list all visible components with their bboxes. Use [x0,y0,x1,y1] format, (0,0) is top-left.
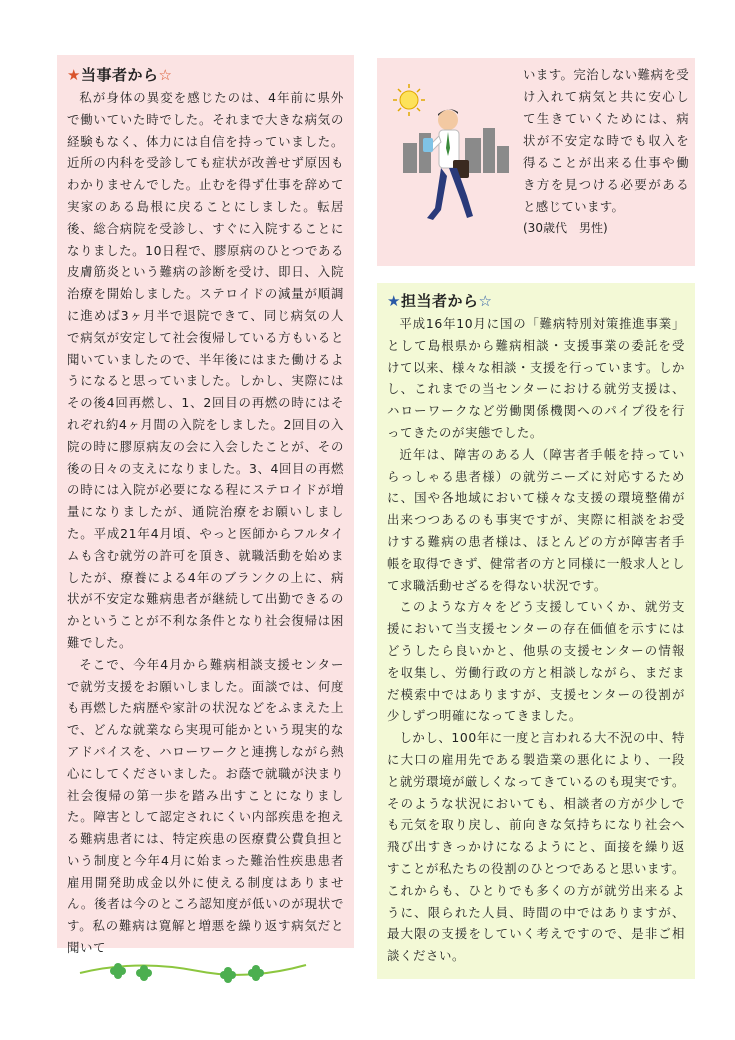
right-bottom-panel [377,283,695,979]
star-filled-icon: ★ [67,66,81,84]
right-top-text [523,64,689,238]
left-column-panel [57,55,354,956]
left-paragraph-1: 私が身体の異変を感じたのは、4年前に県外で働いていた時でした。それまで大きな病気の経験もなく、体力には自信を持っていました。近所の内科を受診しても症状が改善せず原因もわかりませんでした。止むを得ず仕事を辞めて実家のある島根に戻ることにしました。転居後、総合病院を受診し、すぐに入院することになりました。10日程で、膠原病のひとつである皮膚筋炎という難病の診断を受け、即日、入院治療を開始しました。ステロイドの減量が順調に進めば3ヶ月半で退院できて、同じ病気の人で病気が安定して社会復帰している方もいると聞いていましたので、半年後にはまた働けるようになると思っていました。しかし、実際にはその後4回再燃し、1、2回目の再燃の時にはそれぞれ約4ヶ月間の入院をしました。2回目の入院の時に膠原病友の会に入会したことが、その後の日々の支えになりました。3、4回目の再燃の時には入院が必要になる程にステロイドが増量になりましたが、通院治療をお願いしました。平成21年4月頃、やっと医師からフルタイムも含む就労の許可を頂き、就職活動を始めましたが、療養による4年のブランクの上に、病状が不安定な難病患者が継続して出勤できるのかということが不利な条件となり社会復帰は困難でした。 [67,90,344,650]
left-heading-title: 当事者から [80,66,159,84]
right-paragraph-2: 近年は、障害のある人（障害者手帳を持っていらっしゃる患者様）の就労ニーズに対応するために、国や各地域において様々な支援の環境整備が出来つつあるのも事実ですが、実際に相談をお受けする難病の患者様は、ほとんどの方が障害者手帳を取得できず、健常者の方と同様に一般求人として求職活動せざるを得ない状況です。 [387,446,685,593]
right-heading [387,289,685,313]
right-top-paragraph: います。完治しない難病を受け入れて病気と共に安心して生きていくためには、病状が不安定な時でも収入を得ることが出来る仕事や働き方を見つける必要があると感じています。 [523,67,689,214]
right-paragraph-1: 平成16年10月に国の「難病特別対策推進事業」として島根県から難病相談・支援事業の委託を受けて以来、様々な相談・支援を行っています。しかし、これまでの当センターにおける就労支援は、ハローワークなど労働関係機関へのパイプ役を行ってきたのが実態でした。 [387,316,685,440]
star-outline-icon: ☆ [158,66,173,84]
right-top-panel [377,58,695,266]
right-heading-title: 担当者から [400,292,479,310]
clover-vine-decoration [78,955,308,985]
author-credit: (30歳代 男性) [523,221,608,235]
right-paragraph-4: しかし、100年に一度と言われる大不況の中、特に大口の雇用先である製造業の悪化により、一段と就労環境が厳しくなってきているのも現実です。そのような状況においても、相談者の方が少しでも元気を取り戻し、前向きな気持ちになり社会へ飛び出すきっかけになるようにと、面接を繰り返すことが私たちの役割のひとつであると思います。これからも、ひとりでも多くの方が就労出来るように、限られた人員、時間の中ではありますが、最大限の支援をしていく考えですので、是非ご相談ください。 [387,730,685,964]
businessman-illustration [383,68,513,248]
star-filled-icon: ★ [387,292,401,310]
star-outline-icon: ☆ [478,292,493,310]
left-heading [67,63,344,87]
right-paragraph-3: このような方々をどう支援していくか、就労支援において当支援センターの存在価値を示すにはどうしたら良いかと、他県の支援センターの情報を収集し、労働行政の方と相談しながら、まだまだ模索中ではありますが、支援センターの役割が少しずつ明確になってきました。 [387,599,685,724]
left-paragraph-2: そこで、今年4月から難病相談支援センターで就労支援をお願いしました。面談では、何度も再燃した病歴や家計の状況などをふまえた上で、どんな就業なら実現可能かという現実的なアドバイスを、ハローワークと連携しながら熱心にしてくださいました。お蔭で就職が決まり社会復帰の第一歩を踏み出すことになりました。障害として認定されにくい内部疾患を抱える難病患者には、特定疾患の医療費公費負担という制度と今年4月に始まった難治性疾患患者雇用開発助成金以外に使える制度はありません。後者は今のところ認知度が低いのが現状です。私の難病は寛解と増悪を繰り返す病気だと聞いて [67,656,344,956]
sun-icon [393,84,425,116]
